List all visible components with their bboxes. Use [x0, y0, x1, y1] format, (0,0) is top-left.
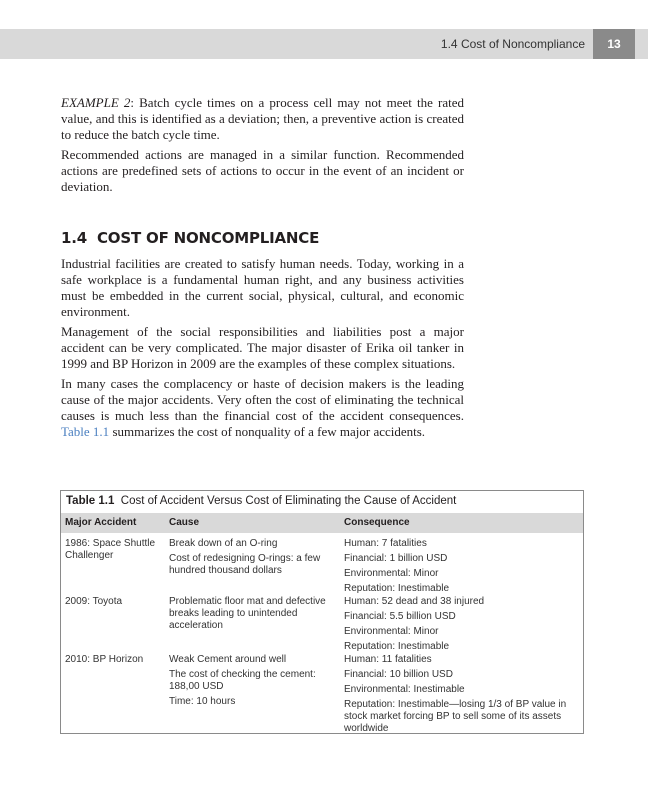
row1-cause-line: Cost of redesigning O-rings: a few hundred thousand dollars [169, 553, 321, 576]
row2-accident: 2009: Toyota [65, 596, 123, 607]
row2-consequence [344, 596, 580, 656]
row1-consequence-line: Reputation: Inestimable [344, 583, 450, 594]
table-1-1 [60, 490, 584, 734]
row2-consequence-line: Financial: 5.5 billion USD [344, 611, 456, 622]
paragraph-complacency-end: summarizes the cost of nonquality of a few major accidents. [109, 424, 426, 439]
row3-consequence-line: Reputation: Inestimable—losing 1/3 of BP value in stock market forcing BP to sell some of its assets worldwide [344, 699, 567, 734]
row2-cause [169, 596, 335, 635]
row2-consequence-line: Environmental: Minor [344, 626, 439, 637]
row1-cause-line: Break down of an O-ring [169, 538, 278, 549]
row3-cause-line: The cost of checking the cement: 188,00 USD [169, 669, 316, 692]
table-caption [66, 495, 456, 507]
row3-cause-line: Time: 10 hours [169, 696, 236, 707]
example-paragraph [61, 95, 464, 143]
example-label: EXAMPLE 2 [61, 95, 131, 110]
header-cause: Cause [169, 517, 200, 528]
row1-cause [169, 538, 335, 580]
row1-consequence-line: Human: 7 fatalities [344, 538, 427, 549]
row3-consequence-line: Environmental: Inestimable [344, 684, 465, 695]
header-major-accident: Major Accident [65, 517, 137, 528]
row3-consequence-line: Financial: 10 billion USD [344, 669, 453, 680]
recommended-paragraph: Recommended actions are managed in a similar function. Recommended actions are predefined sets of actions to occur in the event of an incident or deviation. [61, 147, 464, 194]
row1-consequence-line: Financial: 1 billion USD [344, 553, 448, 564]
row1-consequence [344, 538, 580, 598]
paragraph-management: Management of the social responsibilities and liabilities post a major accident can be very complicated. The major disaster of Erika oil tanker in 1999 and BP Horizon in 2009 are the examples of these complex situations. [61, 324, 464, 371]
row3-cause-line: Weak Cement around well [169, 654, 287, 665]
header-consequence: Consequence [344, 517, 410, 528]
running-title: 1.4 Cost of Noncompliance [440, 37, 585, 51]
row2-cause-line: Problematic floor mat and defective breaks leading to unintended acceleration [169, 596, 326, 631]
row3-accident: 2010: BP Horizon [65, 654, 144, 665]
row3-consequence [344, 654, 580, 738]
row1-accident: 1986: Space Shuttle Challenger [65, 538, 156, 561]
section-heading [61, 229, 319, 247]
row3-cause [169, 654, 335, 711]
section-number: 1.4 [61, 229, 87, 247]
page-number-box [593, 29, 635, 59]
paragraph-complacency-text: In many cases the complacency or haste of decision makers is the leading cause of the major accidents. Very often the cost of eliminating the technical causes is much less than the financial cost of the accident consequences. [61, 376, 464, 423]
row2-consequence-line: Human: 52 dead and 38 injured [344, 596, 485, 607]
page-number: 13 [607, 37, 621, 51]
section-title: COST OF NONCOMPLIANCE [97, 229, 320, 247]
running-header [0, 29, 648, 59]
paragraph-complacency [61, 376, 464, 440]
table-reference-link[interactable]: Table 1.1 [61, 424, 110, 439]
table-caption-text: Cost of Accident Versus Cost of Eliminating the Cause of Accident [120, 495, 457, 507]
table-header-row [61, 513, 583, 533]
example-text: : Batch cycle times on a process cell may not meet the rated value, and this is identified as a deviation; then, a preventive action is created to reduce the batch cycle time. [61, 95, 464, 142]
row2-consequence-line: Reputation: Inestimable [344, 641, 450, 652]
row1-consequence-line: Environmental: Minor [344, 568, 439, 579]
table-caption-label: Table 1.1 [66, 495, 115, 507]
paragraph-industrial: Industrial facilities are created to satisfy human needs. Today, working in a safe workplace is a fundamental human right, and any business activities must be embedded in the current social, physical, cultural, and economic environment. [61, 256, 464, 319]
row3-consequence-line: Human: 11 fatalities [344, 654, 432, 665]
